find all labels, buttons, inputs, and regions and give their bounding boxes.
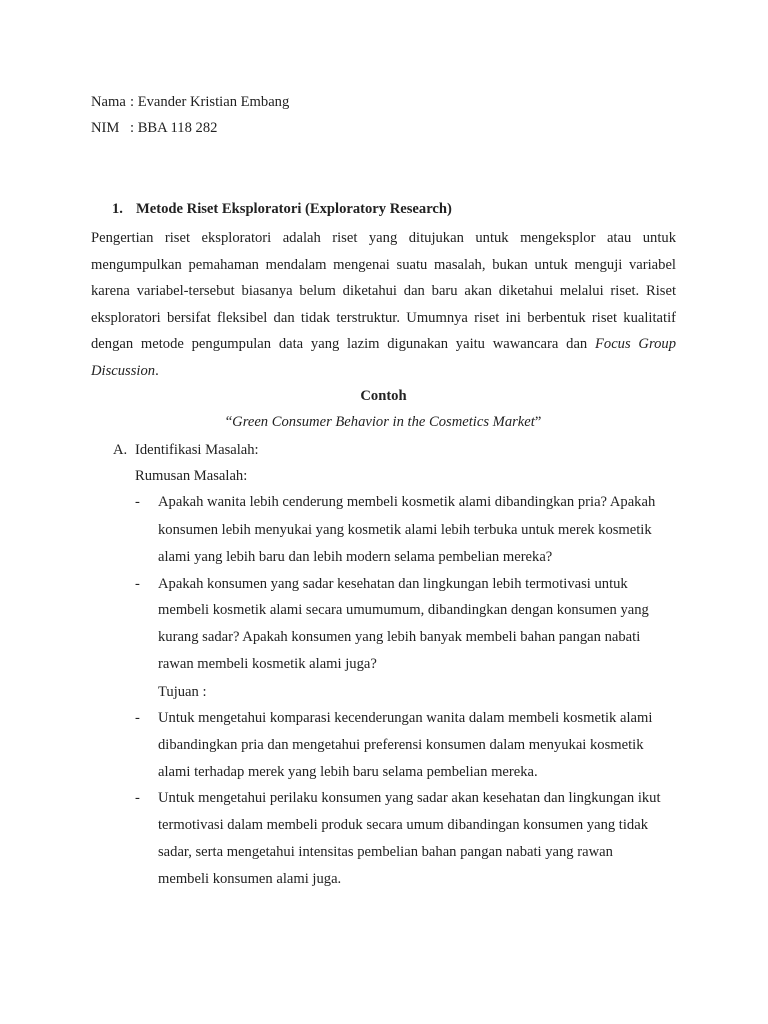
definition-line — [91, 358, 676, 385]
definition-line-5-text: dengan metode pengumpulan data yang lazim digunakan yaitu wawancara dan — [91, 336, 595, 353]
definition-end: . — [155, 362, 159, 379]
bullet-dash: - — [135, 790, 140, 806]
bullet-dash: - — [135, 494, 140, 510]
section-heading — [112, 199, 452, 219]
name-value: : Evander Kristian Embang — [130, 94, 290, 110]
question-line: membeli kosmetik alami secara umumumum, dibandingkan dengan konsumen yang — [158, 602, 649, 618]
bullet-dash: - — [135, 576, 140, 592]
name-row — [91, 92, 289, 112]
goal-line: alami terhadap merek yang lebih baru selama pembelian mereka. — [158, 764, 538, 780]
goal-line: membeli konsumen alami juga. — [158, 871, 342, 887]
quote-open: “ — [225, 414, 233, 430]
nim-label: NIM — [91, 120, 120, 136]
question-line: alami yang lebih baru dan lebih modern selama pembelian mereka? — [158, 549, 553, 565]
nim-value: : BBA 118 282 — [130, 120, 218, 136]
goal-line: dibandingkan pria dan mengetahui preferensi konsumen dalam menyukai kosmetik — [158, 737, 644, 753]
part-a-subtitle: Rumusan Masalah: — [135, 468, 248, 484]
example-title-text: Green Consumer Behavior in the Cosmetics Market — [232, 414, 535, 430]
question-line: rawan membeli kosmetik alami juga? — [158, 656, 377, 672]
question-line: Apakah konsumen yang sadar kesehatan dan lingkungan lebih termotivasi untuk — [158, 576, 628, 592]
definition-line: eksploratori bersifat fleksibel dan tidak terstruktur. Umumnya riset ini berbentuk riset kualitatif — [91, 309, 676, 326]
question-line: kurang sadar? Apakah konsumen yang lebih banyak membeli bahan pangan nabati — [158, 629, 641, 645]
definition-line: mengumpulkan pemahaman mendalam mengenai suatu masalah, bukan untuk menguji variabel — [91, 256, 676, 273]
example-title — [91, 412, 676, 432]
goal-line: sadar, serta mengetahui intensitas pembelian bahan pangan nabati yang rawan — [158, 844, 613, 860]
section-number: 1. — [112, 201, 123, 217]
definition-line: Pengertian riset eksploratori adalah riset yang ditujukan untuk mengeksplor atau untuk — [91, 230, 676, 246]
goal-line: Untuk mengetahui komparasi kecenderungan wanita dalam membeli kosmetik alami — [158, 710, 653, 726]
bullet-dash: - — [135, 710, 140, 726]
definition-paragraph — [91, 225, 676, 385]
definition-line: karena variabel-tersebut biasanya belum diketahui dan baru akan diketahui melalui riset. Riset — [91, 283, 676, 300]
quote-close: ” — [534, 414, 542, 430]
part-a-title: Identifikasi Masalah: — [135, 442, 259, 458]
section-title: Metode Riset Eksploratori (Exploratory Research) — [136, 201, 452, 217]
example-heading: Contoh — [360, 388, 407, 404]
goal-line: termotivasi dalam membeli produk secara umum dibandingan konsumen yang tidak — [158, 817, 648, 833]
question-line: konsumen lebih menyukai yang kosmetik alami lebih terbuka untuk merek kosmetik — [158, 522, 652, 538]
name-label: Nama — [91, 94, 126, 110]
discussion-term: Discussion — [91, 362, 156, 379]
goal-line: Untuk mengetahui perilaku konsumen yang sadar akan kesehatan dan lingkungan ikut — [158, 790, 661, 806]
nim-row — [91, 118, 217, 138]
part-a-letter: A. — [113, 442, 128, 458]
focus-group-term: Focus Group — [594, 336, 676, 353]
definition-line — [91, 331, 676, 358]
goal-label: Tujuan : — [158, 684, 207, 700]
question-line: Apakah wanita lebih cenderung membeli kosmetik alami dibandingkan pria? Apakah — [158, 494, 656, 510]
